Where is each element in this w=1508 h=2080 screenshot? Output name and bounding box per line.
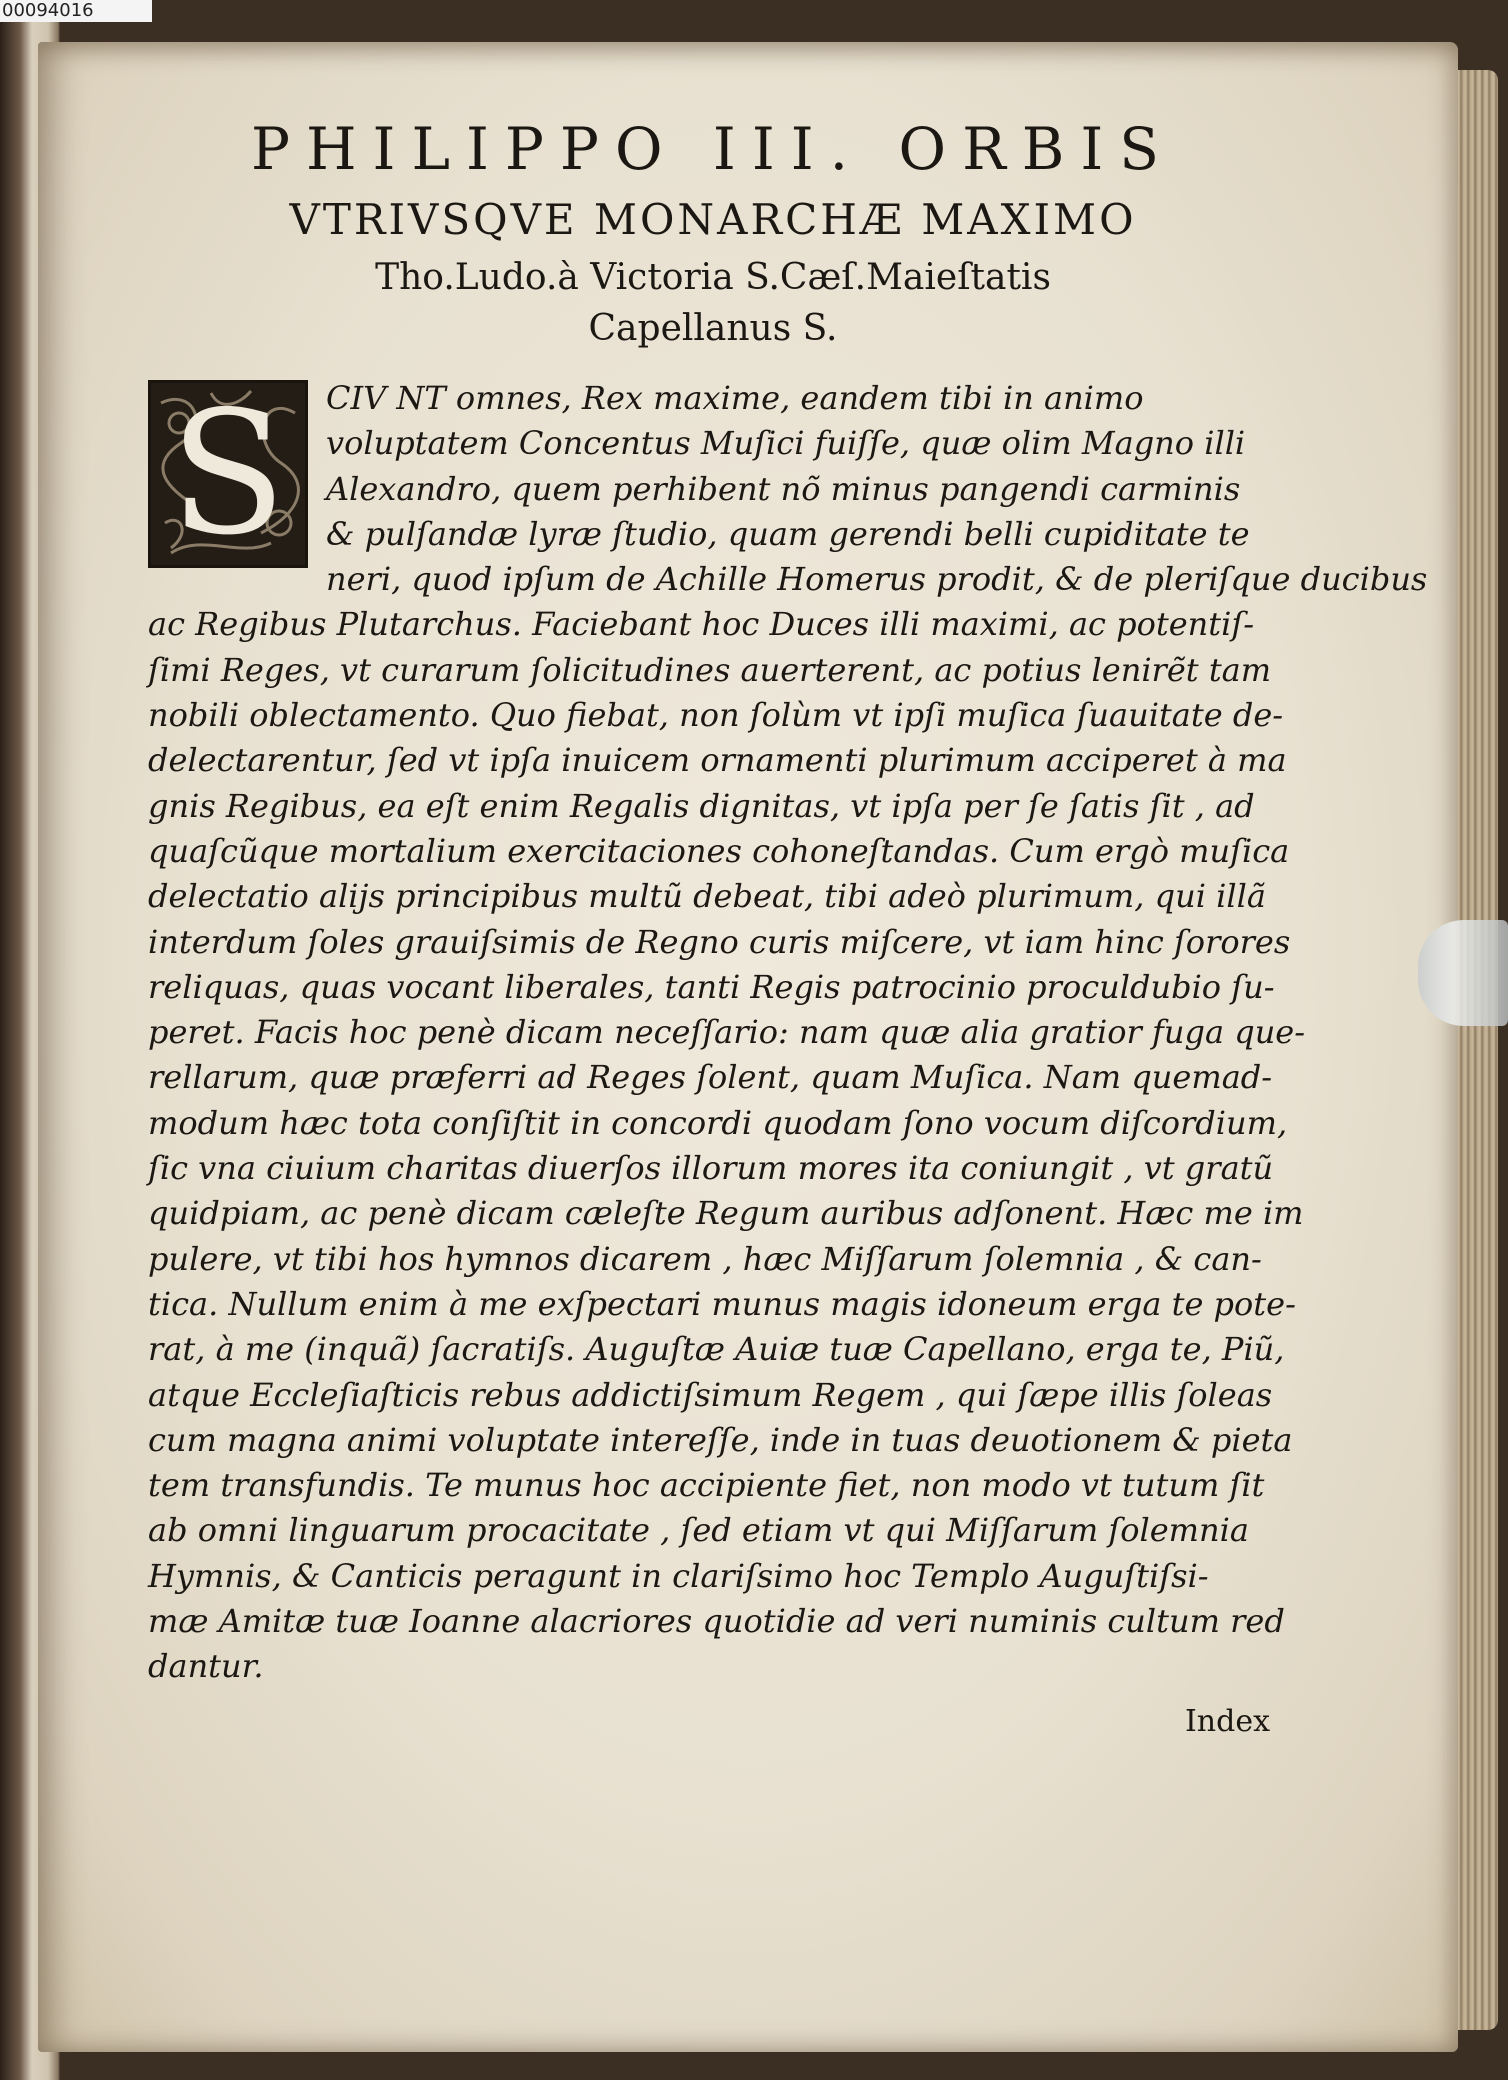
text-line: ab omni linguarum procacitate , ſed etiam vt qui Miſſarum ſolemnia	[148, 1511, 1249, 1550]
text-line: ac Regibus Plutarchus. Faciebant hoc Duces illi maximi, ac potentiſ-	[148, 605, 1255, 644]
dedication-title-line-1: PHILIPPO III. ORBIS	[250, 115, 1176, 183]
decorated-initial	[148, 375, 308, 573]
text-line: modum hæc tota conſiſtit in concordi quodam ſono vocum diſcordium,	[148, 1103, 1288, 1142]
text-line: ſimi Reges, vt curarum ſolicitudines auerterent, ac potius lenirẽt tam	[148, 650, 1272, 689]
page-content	[148, 110, 1428, 1739]
text-line: Alexandro, quem perhibent nõ minus pangendi carminis	[326, 469, 1241, 508]
text-line: quidpiam, ac penè dicam cæleſte Regum auribus adſonent. Hæc me im	[148, 1194, 1304, 1233]
text-line: & pulſandæ lyræ ſtudio, quam gerendi belli cupiditate te	[326, 514, 1250, 553]
text-line: atque Eccleſiaſticis rebus addictiſsimum Regem , qui ſæpe illis ſoleas	[148, 1375, 1273, 1414]
text-line: ſic vna ciuium charitas diuerſos illorum mores ita coniungit , vt gratũ	[148, 1149, 1274, 1188]
initial-letter: S	[169, 375, 287, 573]
page-edges	[1456, 70, 1498, 2030]
text-line: reliquas, quas vocant liberales, tanti Regis patrocinio proculdubio ſu-	[148, 967, 1275, 1006]
text-line: tica. Nullum enim à me exſpectari munus magis idoneum erga te pote-	[148, 1284, 1296, 1323]
text-line: quaſcũque mortalium exercitaciones cohoneſtandas. Cum ergò muſica	[148, 831, 1290, 870]
text-line: voluptatem Concentus Muſici fuiſſe, quæ olim Magno illi	[326, 424, 1246, 463]
text-line: tem transfundis. Te munus hoc accipiente fiet, non modo vt tutum ſit	[148, 1466, 1265, 1505]
text-line: interdum ſoles grauiſsimis de Regno curis miſcere, vt iam hinc ſorores	[148, 922, 1291, 961]
text-line: Hymnis, & Canticis peragunt in clariſsimo hoc Templo Auguſtiſsi-	[148, 1556, 1209, 1595]
text-line: gnis Regibus, ea eſt enim Regalis dignitas, vt ipſa per ſe ſatis ſit , ad	[148, 786, 1255, 825]
text-line: delectarentur, ſed vt ipſa inuicem ornamenti plurimum acciperet à ma	[148, 741, 1287, 780]
text-line: mæ Amitæ tuæ Ioanne alacriores quotidie ad veri numinis cultum red	[148, 1602, 1285, 1641]
text-line: dantur.	[148, 1647, 264, 1686]
text-line: pulere, vt tibi hos hymnos dicarem , hæc Miſſarum ſolemnia , & can-	[148, 1239, 1262, 1278]
author-title-line: Capellanus S.	[588, 308, 838, 349]
text-line: CIV NT omnes, Rex maxime, eandem tibi in animo	[326, 379, 1144, 417]
author-line: Tho.Ludo.à Victoria S.Cæſ.Maieſtatis	[375, 257, 1051, 298]
text-line: cum magna animi voluptate intereſſe, inde in tuas deuotionem & pieta	[148, 1420, 1293, 1459]
text-line: delectatio alijs principibus multũ debeat, tibi adeò plurimum, qui illã	[148, 877, 1266, 916]
text-line: nobili oblectamento. Quo fiebat, non ſolùm vt ipſi muſica ſuauitate de-	[148, 696, 1284, 735]
catchword: Index	[1184, 1703, 1270, 1739]
text-line: peret. Facis hoc penè dicam neceſſario: nam quæ alia gratior fuga que-	[148, 1013, 1306, 1052]
dedication-body	[148, 375, 1428, 1690]
archive-id-label: 00094016	[0, 0, 152, 22]
text-line: rellarum, quæ præferri ad Reges ſolent, quam Muſica. Nam quemad-	[148, 1058, 1273, 1097]
text-line: neri, quod ipſum de Achille Homerus prodit, & de pleriſque ducibus	[326, 560, 1428, 599]
dedication-title-line-2: VTRIVSQVE MONARCHÆ MAXIMO	[289, 195, 1137, 244]
text-line: rat, à me (inquã) ſacratiſs. Auguſtæ Auiæ tuæ Capellano, erga te, Piũ,	[148, 1330, 1285, 1369]
page-clip	[1418, 920, 1508, 1026]
